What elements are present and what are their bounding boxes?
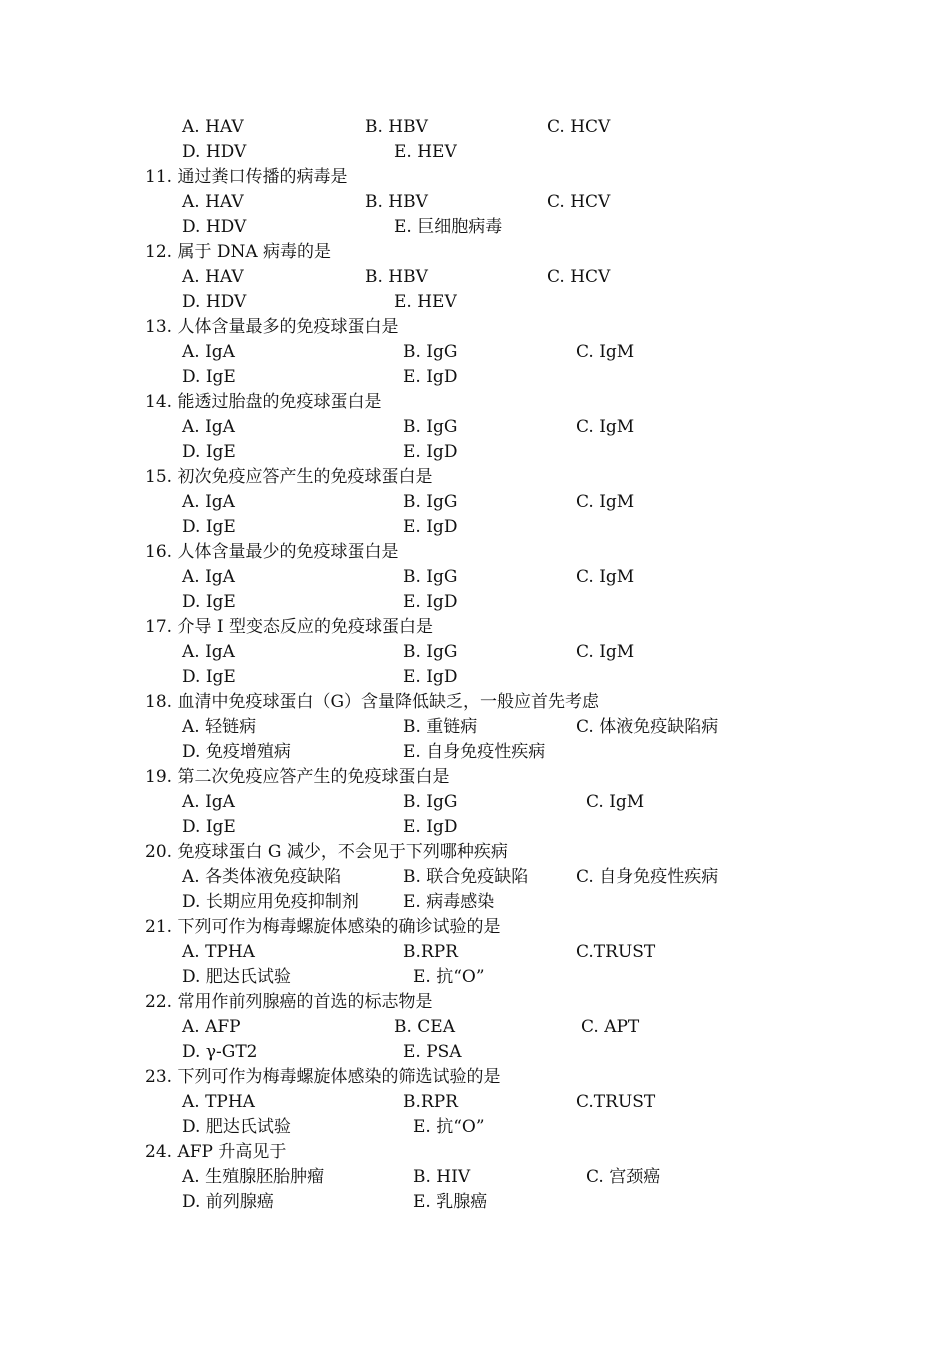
question-17	[0, 615, 952, 639]
option-c: C.TRUST	[576, 1092, 656, 1112]
option-d: D. HDV	[182, 292, 247, 312]
question-13	[0, 315, 952, 339]
option-e: E. HEV	[394, 142, 457, 162]
option-b: B. IgG	[403, 342, 458, 362]
option-a: A. HAV	[182, 192, 244, 212]
option-row	[0, 565, 952, 589]
option-c: C. 宫颈癌	[586, 1167, 661, 1187]
question-stem: 13. 人体含量最多的免疫球蛋白是	[145, 317, 399, 337]
question-15	[0, 465, 952, 489]
option-row	[0, 115, 952, 139]
question-19	[0, 765, 952, 789]
question-stem: 21. 下列可作为梅毒螺旋体感染的确诊试验的是	[145, 917, 501, 937]
option-row	[0, 890, 952, 914]
option-a: A. IgA	[182, 342, 235, 362]
option-b: B. HBV	[365, 192, 428, 212]
option-c: C.TRUST	[576, 942, 656, 962]
option-c: C. HCV	[547, 267, 611, 287]
option-b: B. IgG	[403, 492, 458, 512]
option-row	[0, 940, 952, 964]
option-row	[0, 590, 952, 614]
option-c: C. IgM	[586, 792, 645, 812]
option-d: D. 免疫增殖病	[182, 742, 291, 762]
option-b: B. IgG	[403, 567, 458, 587]
option-row	[0, 640, 952, 664]
question-12	[0, 240, 952, 264]
option-e: E. IgD	[403, 442, 458, 462]
question-11	[0, 165, 952, 189]
question-14	[0, 390, 952, 414]
option-d: D. HDV	[182, 142, 247, 162]
option-a: A. AFP	[182, 1017, 241, 1037]
question-stem: 23. 下列可作为梅毒螺旋体感染的筛选试验的是	[145, 1067, 501, 1087]
option-a: A. IgA	[182, 642, 235, 662]
option-e: E. IgD	[403, 817, 458, 837]
option-row	[0, 665, 952, 689]
option-row	[0, 365, 952, 389]
option-b: B. 联合免疫缺陷	[403, 867, 529, 887]
option-c: C. HCV	[547, 117, 611, 137]
option-d: D. 肥达氏试验	[182, 1117, 291, 1137]
option-b: B. IgG	[403, 642, 458, 662]
option-d: D. HDV	[182, 217, 247, 237]
option-a: A. 各类体液免疫缺陷	[182, 867, 342, 887]
option-e: E. 乳腺癌	[413, 1192, 488, 1212]
option-c: C. 自身免疫性疾病	[576, 867, 719, 887]
option-a: A. 轻链病	[182, 717, 257, 737]
option-d: D. IgE	[182, 367, 236, 387]
question-18	[0, 690, 952, 714]
option-a: A. TPHA	[182, 1092, 255, 1112]
option-c: C. HCV	[547, 192, 611, 212]
option-row	[0, 440, 952, 464]
option-row	[0, 815, 952, 839]
question-16	[0, 540, 952, 564]
option-row	[0, 265, 952, 289]
option-e: E. IgD	[403, 517, 458, 537]
option-row	[0, 490, 952, 514]
option-b: B. 重链病	[403, 717, 478, 737]
option-a: A. IgA	[182, 567, 235, 587]
option-row	[0, 1015, 952, 1039]
question-21	[0, 915, 952, 939]
option-c: C. 体液免疫缺陷病	[576, 717, 719, 737]
option-b: B. IgG	[403, 417, 458, 437]
option-b: B. CEA	[394, 1017, 455, 1037]
question-stem: 17. 介导 I 型变态反应的免疫球蛋白是	[145, 617, 433, 637]
option-a: A. TPHA	[182, 942, 255, 962]
option-d: D. 前列腺癌	[182, 1192, 274, 1212]
option-d: D. 肥达氏试验	[182, 967, 291, 987]
question-stem: 18. 血清中免疫球蛋白（G）含量降低缺乏，一般应首先考虑	[145, 692, 600, 712]
question-stem: 16. 人体含量最少的免疫球蛋白是	[145, 542, 399, 562]
question-stem: 12. 属于 DNA 病毒的是	[145, 242, 332, 262]
question-stem: 11. 通过粪口传播的病毒是	[145, 167, 348, 187]
option-e: E. 自身免疫性疾病	[403, 742, 546, 762]
question-stem: 15. 初次免疫应答产生的免疫球蛋白是	[145, 467, 433, 487]
option-e: E. 抗“O”	[413, 967, 485, 987]
option-row	[0, 965, 952, 989]
option-d: D. 长期应用免疫抑制剂	[182, 892, 359, 912]
option-c: C. IgM	[576, 492, 635, 512]
option-row	[0, 1190, 952, 1214]
option-d: D. IgE	[182, 592, 236, 612]
option-a: A. IgA	[182, 492, 235, 512]
option-e: E. 巨细胞病毒	[394, 217, 503, 237]
option-row	[0, 865, 952, 889]
question-stem: 22. 常用作前列腺癌的首选的标志物是	[145, 992, 433, 1012]
option-b: B.RPR	[403, 1092, 458, 1112]
option-row	[0, 340, 952, 364]
option-b: B.RPR	[403, 942, 458, 962]
option-a: A. IgA	[182, 417, 235, 437]
option-row	[0, 290, 952, 314]
option-c: C. IgM	[576, 567, 635, 587]
option-e: E. 抗“O”	[413, 1117, 485, 1137]
question-stem: 14. 能透过胎盘的免疫球蛋白是	[145, 392, 382, 412]
option-d: D. IgE	[182, 442, 236, 462]
question-22	[0, 990, 952, 1014]
option-e: E. IgD	[403, 592, 458, 612]
question-23	[0, 1065, 952, 1089]
option-d: D. IgE	[182, 667, 236, 687]
option-c: C. IgM	[576, 342, 635, 362]
question-20	[0, 840, 952, 864]
option-row	[0, 740, 952, 764]
option-e: E. IgD	[403, 367, 458, 387]
option-d: D. γ-GT2	[182, 1042, 258, 1062]
option-a: A. HAV	[182, 267, 244, 287]
option-row	[0, 1165, 952, 1189]
question-stem: 24. AFP 升高见于	[145, 1142, 287, 1162]
option-c: C. APT	[581, 1017, 640, 1037]
option-row	[0, 190, 952, 214]
option-row	[0, 1090, 952, 1114]
option-row	[0, 1115, 952, 1139]
option-b: B. HBV	[365, 267, 428, 287]
option-row	[0, 140, 952, 164]
question-stem: 20. 免疫球蛋白 G 减少，不会见于下列哪种疾病	[145, 842, 508, 862]
option-row	[0, 415, 952, 439]
option-row	[0, 215, 952, 239]
question-stem: 19. 第二次免疫应答产生的免疫球蛋白是	[145, 767, 450, 787]
option-a: A. IgA	[182, 792, 235, 812]
option-row	[0, 715, 952, 739]
option-row	[0, 515, 952, 539]
option-e: E. HEV	[394, 292, 457, 312]
option-row	[0, 790, 952, 814]
option-e: E. PSA	[403, 1042, 462, 1062]
option-b: B. IgG	[403, 792, 458, 812]
option-b: B. HIV	[413, 1167, 471, 1187]
option-row	[0, 1040, 952, 1064]
option-a: A. HAV	[182, 117, 244, 137]
option-d: D. IgE	[182, 517, 236, 537]
option-e: E. IgD	[403, 667, 458, 687]
option-e: E. 病毒感染	[403, 892, 495, 912]
option-c: C. IgM	[576, 417, 635, 437]
option-d: D. IgE	[182, 817, 236, 837]
option-c: C. IgM	[576, 642, 635, 662]
option-a: A. 生殖腺胚胎肿瘤	[182, 1167, 325, 1187]
option-b: B. HBV	[365, 117, 428, 137]
question-24	[0, 1140, 952, 1164]
